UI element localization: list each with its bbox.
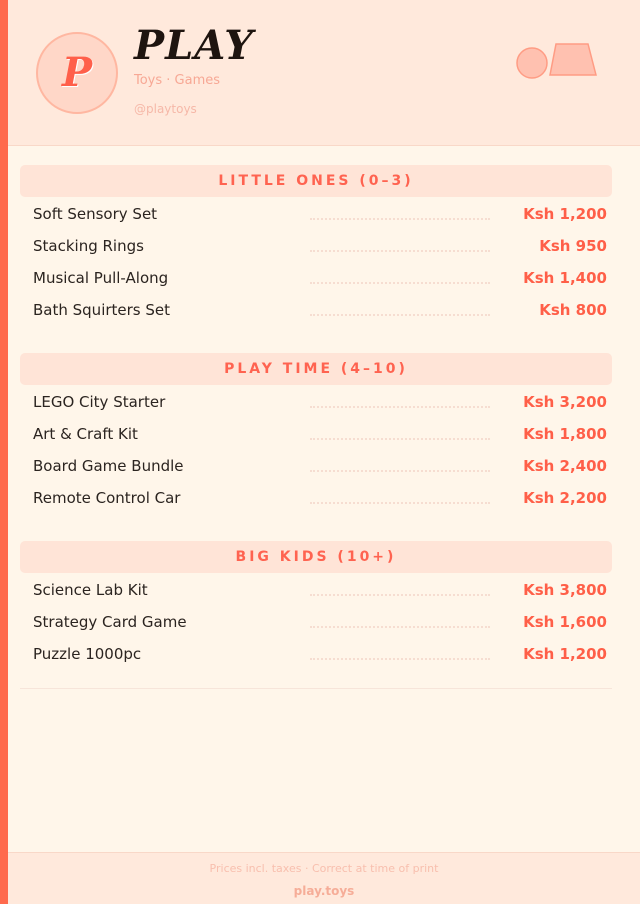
dot-leader xyxy=(310,218,490,220)
section-title: LITTLE ONES (0–3) xyxy=(20,165,612,197)
menu-item xyxy=(20,605,612,637)
social-handle: @playtoys xyxy=(134,102,197,116)
item-name: Puzzle 1000pc xyxy=(33,645,142,663)
item-name: LEGO City Starter xyxy=(33,393,166,411)
menu-section xyxy=(20,541,612,669)
logo-badge xyxy=(36,32,118,114)
item-name: Soft Sensory Set xyxy=(33,205,158,223)
dot-leader xyxy=(310,594,490,596)
item-name: Remote Control Car xyxy=(33,489,181,507)
item-name: Strategy Card Game xyxy=(33,613,187,631)
dot-leader xyxy=(310,282,490,284)
dot-leader xyxy=(310,470,490,472)
section-title: PLAY TIME (4–10) xyxy=(20,353,612,385)
item-name: Musical Pull-Along xyxy=(33,269,169,287)
item-name: Bath Squirters Set xyxy=(33,301,171,319)
menu-item xyxy=(20,261,612,293)
menu-item xyxy=(20,637,612,669)
menu-item xyxy=(20,385,612,417)
item-name: Art & Craft Kit xyxy=(33,425,138,443)
toy-shapes-icon xyxy=(506,42,598,82)
footer-website-link[interactable]: play.toys xyxy=(293,884,355,898)
header xyxy=(8,0,640,146)
item-price: Ksh 800 xyxy=(539,301,607,319)
menu-item xyxy=(20,197,612,229)
brand-title: PLAY xyxy=(134,22,254,69)
item-name: Science Lab Kit xyxy=(33,581,148,599)
dot-leader xyxy=(310,250,490,252)
menu-section xyxy=(20,353,612,513)
menu-item xyxy=(20,293,612,325)
dot-leader xyxy=(310,406,490,408)
footer-note: Prices incl. taxes · Correct at time of print xyxy=(209,862,439,875)
menu-item xyxy=(20,573,612,605)
accent-bar xyxy=(0,0,8,904)
item-price: Ksh 2,200 xyxy=(523,489,607,507)
divider xyxy=(20,688,612,689)
item-price: Ksh 2,400 xyxy=(523,457,607,475)
menu-item xyxy=(20,449,612,481)
item-price: Ksh 3,800 xyxy=(523,581,607,599)
item-name: Board Game Bundle xyxy=(33,457,184,475)
menu-item xyxy=(20,229,612,261)
menu-item xyxy=(20,417,612,449)
item-price: Ksh 1,400 xyxy=(523,269,607,287)
section-title: BIG KIDS (10+) xyxy=(20,541,612,573)
item-price: Ksh 950 xyxy=(539,237,607,255)
dot-leader xyxy=(310,314,490,316)
item-price: Ksh 1,200 xyxy=(523,205,607,223)
dot-leader xyxy=(310,626,490,628)
item-price: Ksh 1,600 xyxy=(523,613,607,631)
dot-leader xyxy=(310,502,490,504)
menu-section xyxy=(20,165,612,325)
logo-letter: P xyxy=(61,49,93,96)
dot-leader xyxy=(310,438,490,440)
dot-leader xyxy=(310,658,490,660)
item-price: Ksh 3,200 xyxy=(523,393,607,411)
item-price: Ksh 1,200 xyxy=(523,645,607,663)
item-name: Stacking Rings xyxy=(33,237,144,255)
footer xyxy=(8,852,640,904)
brand-subtitle: Toys · Games xyxy=(134,73,221,88)
item-price: Ksh 1,800 xyxy=(523,425,607,443)
menu-item xyxy=(20,481,612,513)
